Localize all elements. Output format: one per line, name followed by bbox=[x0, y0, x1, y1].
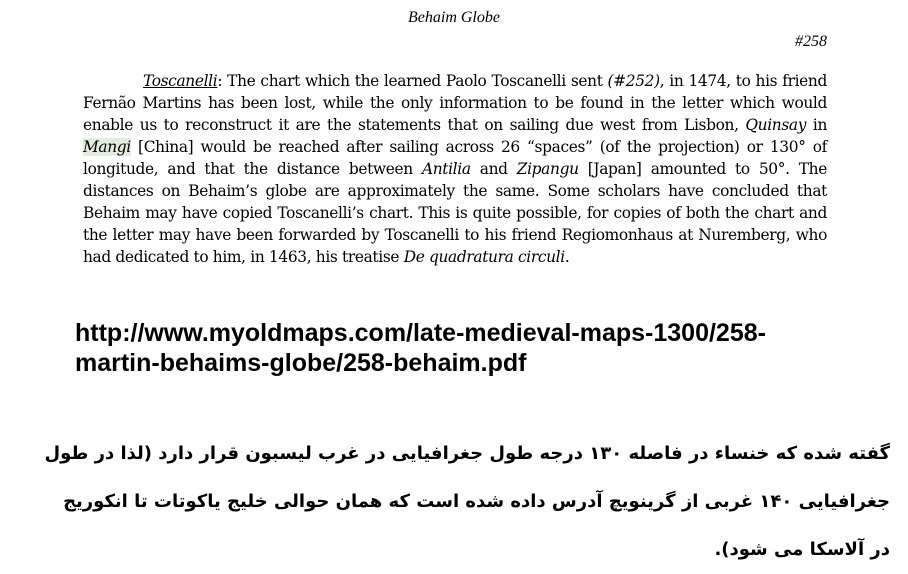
url-line-2: martin-behaims-globe/258-behaim.pdf bbox=[75, 349, 527, 377]
page-header: Behaim Globe bbox=[408, 9, 500, 26]
place-name-zipangu: Zipangu bbox=[516, 160, 579, 178]
text-segment: [Japan] amounted to 50°. The distances on Behaim’s globe are approximately the same. Some scholars have concluded that Behaim may have copied Toscanelli’s chart. This is quite possible, for copies of both the chart and the letter may have been forwarded by Toscanelli to his friend Regiomonhaus at Nuremberg, who had dedicated to him, in 1463, his treatise bbox=[83, 160, 827, 266]
treatise-title: De quadratura circuli bbox=[403, 248, 565, 266]
source-url bbox=[75, 318, 875, 378]
url-line-1: http://www.myoldmaps.com/late-medieval-maps-1300/258- bbox=[75, 319, 766, 347]
text-segment: , in 1474, to his friend Fernão Martins has been lost, while the only information to be found in the letter which would enable us to reconstruct it are the statements that on sailing due west from Lisbon, bbox=[83, 72, 827, 134]
reference-number: (#252) bbox=[607, 72, 660, 90]
page-number: #258 bbox=[795, 33, 827, 50]
text-segment: [China] would be reached after sailing across 26 “spaces” (of the projection) or 130° of longitude, and that the distance between bbox=[83, 138, 827, 178]
place-name-quinsay: Quinsay bbox=[745, 116, 807, 134]
persian-line-2: جغرافیایی ۱۴۰ غربی از گرینویچ آدرس داده شده است که همان حوالی خلیج یاکوتات تا انکوریج bbox=[63, 491, 890, 512]
highlighted-place-mangi: Mangi bbox=[83, 138, 131, 156]
text-segment: : The chart which the learned Paolo Toscanelli sent bbox=[217, 72, 608, 90]
persian-line-3: در آلاسکا می شود). bbox=[714, 539, 890, 560]
text-segment: and bbox=[470, 160, 517, 178]
place-name-antilia: Antilia bbox=[421, 160, 471, 178]
text-segment: . bbox=[564, 248, 570, 266]
lead-term: Toscanelli bbox=[143, 72, 218, 90]
text-segment: in bbox=[806, 116, 828, 134]
persian-line-1: گفته شده که خنساء در فاصله ۱۳۰ درجه طول جغرافیایی در غرب لیسبون قرار دارد (لذا در طول bbox=[44, 443, 890, 464]
body-paragraph bbox=[83, 70, 827, 268]
persian-note bbox=[25, 430, 890, 574]
